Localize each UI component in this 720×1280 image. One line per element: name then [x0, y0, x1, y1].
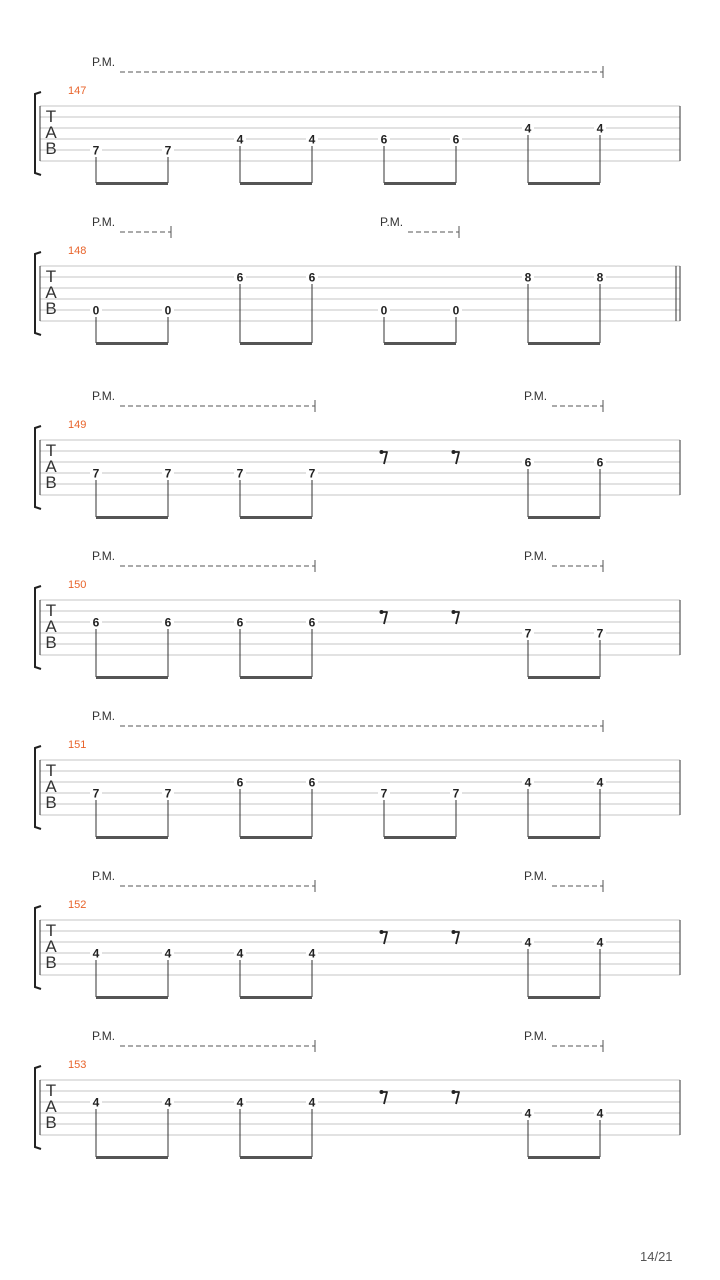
- measure-number: 152: [68, 899, 87, 911]
- beam: [240, 516, 312, 519]
- fret-number: 7: [308, 466, 316, 481]
- page-number: 14/21: [640, 1249, 673, 1264]
- palm-mute-label: P.M.: [92, 215, 116, 229]
- eighth-rest-dot: [380, 450, 384, 454]
- fret-number: 6: [236, 615, 244, 630]
- tab-system-149: [35, 389, 680, 519]
- tab-clef-letter: T: [45, 601, 57, 620]
- tab-system-151: [35, 709, 680, 839]
- fret-number: 4: [236, 1095, 244, 1110]
- fret-number: 4: [92, 1095, 100, 1110]
- fret-number: 4: [308, 946, 316, 961]
- beam: [384, 836, 456, 839]
- eighth-rest-dot: [452, 610, 456, 614]
- fret-number: 6: [308, 775, 316, 790]
- tab-clef-letter: B: [45, 1113, 57, 1132]
- palm-mute-label: P.M.: [92, 389, 116, 403]
- fret-number: 6: [596, 455, 604, 470]
- fret-number: 6: [308, 615, 316, 630]
- tab-clef-letter: A: [45, 617, 57, 636]
- measure-number: 148: [68, 245, 87, 257]
- fret-number: 7: [92, 143, 100, 158]
- measure-number: 149: [68, 419, 87, 431]
- beam: [240, 1156, 312, 1159]
- fret-number: 8: [524, 270, 532, 285]
- measure-number: 150: [68, 579, 87, 591]
- fret-number: 4: [164, 1095, 172, 1110]
- fret-number: 6: [92, 615, 100, 630]
- fret-number: 7: [236, 466, 244, 481]
- tab-clef-letter: T: [45, 1081, 57, 1100]
- fret-number: 4: [236, 946, 244, 961]
- tab-clef-letter: A: [45, 1097, 57, 1116]
- beam: [240, 342, 312, 345]
- eighth-rest-dot: [452, 450, 456, 454]
- palm-mute-label: P.M.: [92, 549, 116, 563]
- beam: [528, 182, 600, 185]
- beam: [240, 182, 312, 185]
- measure-number: 153: [68, 1059, 87, 1071]
- fret-number: 7: [164, 143, 172, 158]
- measure-number: 147: [68, 85, 87, 97]
- fret-number: 7: [164, 466, 172, 481]
- tab-clef-letter: B: [45, 139, 57, 158]
- eighth-rest-dot: [452, 1090, 456, 1094]
- beam: [96, 342, 168, 345]
- tab-clef-letter: A: [45, 457, 57, 476]
- fret-number: 4: [236, 132, 244, 147]
- fret-number: 7: [452, 786, 460, 801]
- tab-clef-letter: T: [45, 267, 57, 286]
- fret-number: 4: [524, 1106, 532, 1121]
- beam: [528, 676, 600, 679]
- beam: [528, 1156, 600, 1159]
- fret-number: 4: [308, 132, 316, 147]
- tab-clef-letter: B: [45, 633, 57, 652]
- beam: [96, 1156, 168, 1159]
- palm-mute-label: P.M.: [92, 1029, 116, 1043]
- fret-number: 6: [308, 270, 316, 285]
- fret-number: 0: [380, 303, 388, 318]
- beam: [528, 996, 600, 999]
- fret-number: 6: [236, 775, 244, 790]
- eighth-rest-dot: [380, 610, 384, 614]
- fret-number: 4: [596, 935, 604, 950]
- eighth-rest-dot: [452, 930, 456, 934]
- fret-number: 4: [524, 121, 532, 136]
- fret-number: 7: [92, 466, 100, 481]
- tab-clef-letter: B: [45, 793, 57, 812]
- beam: [240, 676, 312, 679]
- palm-mute-label: P.M.: [524, 389, 548, 403]
- tab-clef-letter: T: [45, 107, 57, 126]
- beam: [384, 342, 456, 345]
- tab-clef-letter: T: [45, 921, 57, 940]
- palm-mute-label: P.M.: [92, 55, 116, 69]
- fret-number: 4: [92, 946, 100, 961]
- fret-number: 6: [452, 132, 460, 147]
- beam: [528, 342, 600, 345]
- beam: [96, 836, 168, 839]
- palm-mute-label: P.M.: [92, 869, 116, 883]
- fret-number: 6: [524, 455, 532, 470]
- beam: [96, 516, 168, 519]
- fret-number: 7: [524, 626, 532, 641]
- tab-clef-letter: B: [45, 473, 57, 492]
- tab-clef-letter: T: [45, 761, 57, 780]
- fret-number: 6: [236, 270, 244, 285]
- beam: [96, 182, 168, 185]
- beam: [96, 676, 168, 679]
- fret-number: 7: [596, 626, 604, 641]
- measure-number: 151: [68, 739, 87, 751]
- tab-system-153: [35, 1029, 680, 1159]
- fret-number: 4: [596, 121, 604, 136]
- fret-number: 7: [164, 786, 172, 801]
- fret-number: 4: [524, 775, 532, 790]
- tab-clef-letter: A: [45, 777, 57, 796]
- tab-clef-letter: B: [45, 299, 57, 318]
- fret-number: 4: [596, 1106, 604, 1121]
- eighth-rest-dot: [380, 930, 384, 934]
- fret-number: 6: [380, 132, 388, 147]
- fret-number: 7: [92, 786, 100, 801]
- palm-mute-label: P.M.: [92, 709, 116, 723]
- fret-number: 4: [308, 1095, 316, 1110]
- fret-number: 7: [380, 786, 388, 801]
- beam: [528, 836, 600, 839]
- fret-number: 4: [524, 935, 532, 950]
- palm-mute-label: P.M.: [380, 215, 404, 229]
- palm-mute-label: P.M.: [524, 549, 548, 563]
- fret-number: 0: [92, 303, 100, 318]
- fret-number: 0: [452, 303, 460, 318]
- beam: [384, 182, 456, 185]
- palm-mute-label: P.M.: [524, 869, 548, 883]
- fret-number: 4: [164, 946, 172, 961]
- eighth-rest-dot: [380, 1090, 384, 1094]
- fret-number: 6: [164, 615, 172, 630]
- beam: [96, 996, 168, 999]
- beam: [240, 996, 312, 999]
- tab-clef-letter: A: [45, 937, 57, 956]
- fret-number: 0: [164, 303, 172, 318]
- beam: [528, 516, 600, 519]
- tab-system-152: [35, 869, 680, 999]
- tab-clef-letter: B: [45, 953, 57, 972]
- fret-number: 4: [596, 775, 604, 790]
- tab-system-148: [35, 215, 680, 345]
- palm-mute-label: P.M.: [524, 1029, 548, 1043]
- tab-system-147: [35, 55, 680, 185]
- tab-clef-letter: A: [45, 283, 57, 302]
- fret-number: 8: [596, 270, 604, 285]
- beam: [240, 836, 312, 839]
- tab-system-150: [35, 549, 680, 679]
- tab-clef-letter: T: [45, 441, 57, 460]
- tab-clef-letter: A: [45, 123, 57, 142]
